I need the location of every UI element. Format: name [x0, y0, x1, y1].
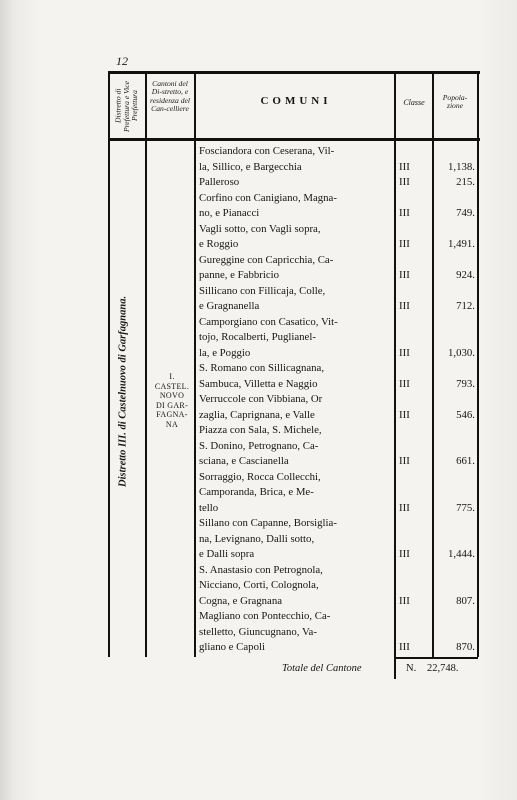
table-row [199, 191, 477, 222]
cantone-line: NOVO [159, 391, 185, 400]
popolazione-cell: 712. [456, 300, 475, 312]
popolazione-cell: 215. [456, 176, 475, 188]
table-row [199, 470, 477, 517]
comune-line: S. Anastasio con Petrognola, [199, 563, 323, 576]
comune-text [199, 253, 389, 284]
comune-line: Cogna, e Gragnana [199, 594, 283, 607]
comune-line: na, Levignano, Dalli sotto, [199, 532, 315, 545]
comune-line: Palleroso [199, 176, 240, 188]
table-row [199, 423, 477, 470]
header-distretto: Distretto di Prefettura e Vice Prefettura [113, 80, 140, 132]
popolazione-cell: 749. [456, 207, 475, 219]
comune-line: Nicciano, Corti, Colognola, [199, 579, 319, 591]
cantone-line: DI GAR- [155, 400, 189, 410]
classe-cell: III [399, 377, 410, 390]
comune-text [199, 423, 389, 470]
popolazione-cell: 924. [456, 269, 475, 281]
classe-cell: III [399, 176, 410, 188]
col-rule-cantoni [194, 71, 196, 657]
comune-line: Gureggine con Capricchia, Ca- [199, 253, 334, 266]
comune-text [199, 563, 389, 610]
comune-line: Sorraggio, Rocca Collecchi, [199, 470, 321, 483]
totale-n: N. [406, 663, 417, 674]
comune-line: Fosciandora con Ceserana, Vil- [199, 145, 335, 157]
comune-line: Corfino con Canigiano, Magna- [199, 191, 337, 204]
header-classe: Classe [403, 98, 425, 107]
table-row [199, 392, 477, 423]
comune-line: S. Romano con Sillicagnana, [199, 362, 325, 374]
classe-cell: III [399, 300, 410, 312]
popolazione-cell: 807. [456, 594, 475, 607]
classe-cell: III [399, 207, 410, 219]
comune-line: e Gragnanella [199, 300, 260, 312]
table-row [199, 222, 477, 253]
cantone-line: NA [165, 419, 179, 429]
comune-line: S. Donino, Petrognano, Ca- [199, 439, 319, 452]
comune-text [199, 144, 389, 175]
popolazione-cell: 1,491. [448, 238, 475, 250]
table-row [199, 361, 477, 392]
comune-line: stelletto, Giuncugnano, Va- [199, 625, 317, 638]
distretto-label: Distretto III. di Castelnuovo di Garfagnana. [117, 295, 129, 487]
classe-cell: III [399, 160, 410, 173]
classe-cell: III [399, 594, 410, 607]
comune-line: zaglia, Caprignana, e Valle [199, 408, 315, 421]
comune-line: tello [199, 501, 219, 514]
comune-line: Magliano con Pontecchio, Ca- [199, 610, 331, 622]
col-rule-right [477, 71, 479, 657]
cantone-line: I. [169, 372, 175, 381]
comune-line: tojo, Rocalberti, Puglianel- [199, 331, 316, 343]
classe-cell: III [399, 501, 410, 514]
popolazione-cell: 1,138. [448, 160, 475, 173]
comune-line: Camporanda, Brica, e Me- [199, 486, 314, 498]
classe-cell: III [399, 269, 410, 281]
comune-line: la, e Poggio [199, 346, 251, 359]
col-rule-distretto [145, 71, 147, 657]
header-comuni: COMUNI [260, 95, 332, 107]
footer-rule [394, 657, 478, 659]
table-row [199, 315, 477, 362]
cantone-line: CASTEL. [154, 381, 190, 391]
popolazione-cell: 870. [456, 641, 475, 653]
popolazione-cell: 661. [456, 455, 475, 467]
comune-line: gliano e Capoli [199, 641, 265, 653]
col-rule-left [108, 71, 110, 657]
table-row [199, 609, 477, 656]
comune-line: e Dalli sopra [199, 548, 255, 560]
cantone-line: FAGNA- [156, 410, 188, 419]
table-row [199, 284, 477, 315]
header-cantoni: Cantoni del Di-stretto, e residenza del Can-celliere [149, 79, 190, 114]
comune-line: Verruccole con Vibbiana, Or [199, 393, 323, 405]
classe-cell: III [399, 455, 410, 467]
comune-line: Sillano con Capanne, Borsiglia- [199, 517, 337, 529]
popolazione-cell: 546. [456, 408, 475, 421]
comune-line: Vagli sotto, con Vagli sopra, [199, 222, 321, 235]
comune-line: sciana, e Cascianella [199, 455, 289, 467]
classe-cell: III [399, 238, 410, 250]
comune-line: Piazza con Sala, S. Michele, [199, 424, 322, 436]
comune-text [199, 284, 389, 315]
classe-cell: III [399, 408, 410, 421]
totale-label: Totale del Cantone [282, 663, 362, 674]
cantone-label [150, 372, 194, 429]
comune-text [199, 609, 389, 656]
page-number: 12 [116, 54, 128, 68]
popolazione-cell: 1,030. [448, 346, 475, 359]
comune-text [199, 175, 389, 191]
comune-line: la, Sillico, e Bargecchia [199, 160, 302, 173]
comune-text [199, 516, 389, 563]
comune-line: Camporgiano con Casatico, Vit- [199, 315, 338, 328]
table-row [199, 175, 477, 191]
popolazione-cell: 1,444. [448, 548, 475, 560]
classe-cell: III [399, 548, 410, 560]
popolazione-cell: 775. [456, 501, 475, 514]
table-row [199, 563, 477, 610]
table-row [199, 144, 477, 175]
table-row [199, 516, 477, 563]
popolazione-cell: 793. [456, 377, 475, 390]
classe-cell: III [399, 641, 410, 653]
comune-text [199, 222, 389, 253]
header-bottom-rule [108, 138, 480, 141]
comune-text [199, 392, 389, 423]
comune-line: Sillicano con Fillicaja, Colle, [199, 284, 326, 297]
comune-line: no, e Pianacci [199, 207, 260, 219]
header-top-rule [108, 71, 480, 74]
table-row [199, 253, 477, 284]
comune-line: panne, e Fabbricio [199, 269, 280, 281]
comune-text [199, 361, 389, 392]
comune-line: Sambuca, Villetta e Naggio [199, 377, 318, 390]
totale-value: 22,748. [427, 663, 459, 674]
comune-line: e Roggio [199, 238, 239, 250]
comune-text [199, 191, 389, 222]
comune-text [199, 470, 389, 517]
header-popolazione: Popola-zione [442, 93, 468, 111]
classe-cell: III [399, 346, 410, 359]
comune-text [199, 315, 389, 362]
